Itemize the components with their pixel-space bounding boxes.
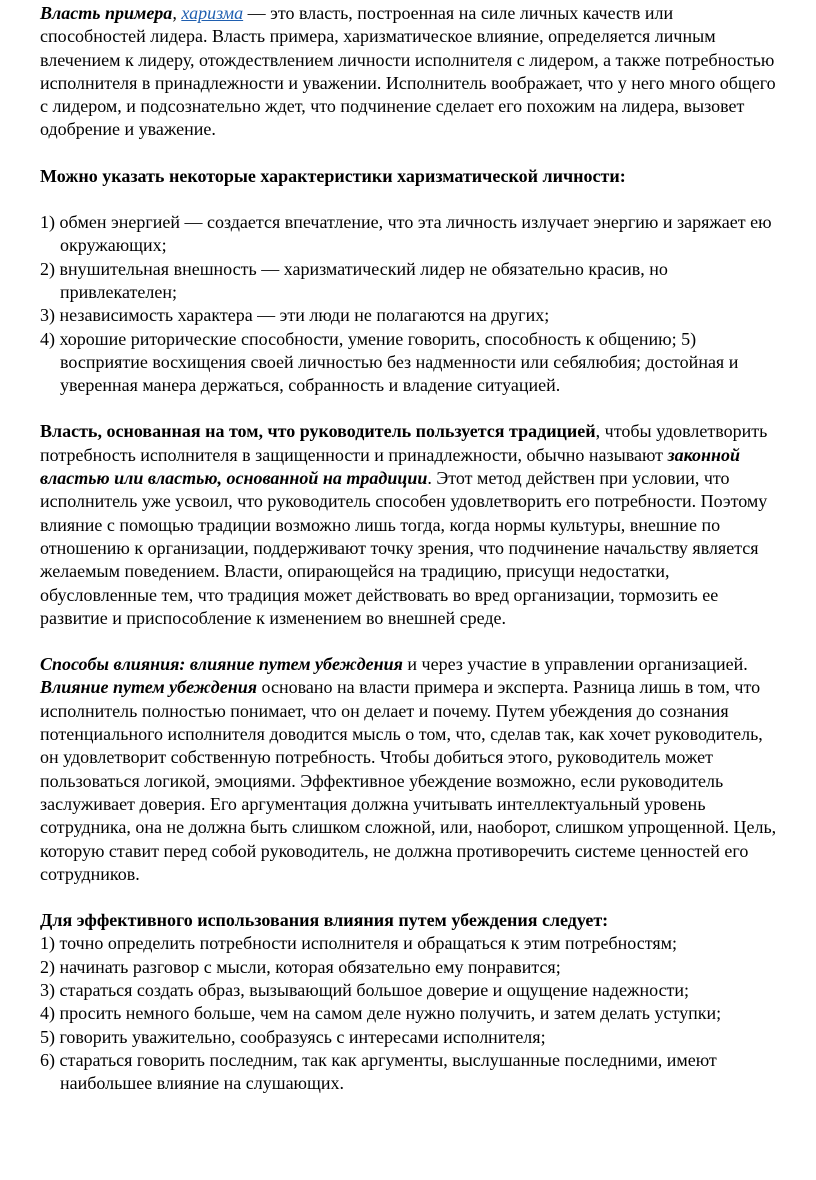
persuasion-text-2: основано на власти примера и эксперта. Разница лишь в том, что исполнитель полностью понимает, что он делает и почему. Путем убеждения до сознания потенциального исполнителя доводится мысль о том, что, сделав так, как хочет руководитель, он удовлетворит собственную потребность. Чтобы добиться этого, руководитель может пользоваться логикой, эмоциями. Эффективное убеждение возможно, если руководитель заслуживает доверия. Его аргументация должна учитывать интеллектуальный уровень сотрудника, она не должна быть слишком сложной, или, наоборот, слишком упрощенной. Цель, которую ставит перед собой руководитель, не должна противоречить системе ценностей его сотрудников. (40, 677, 777, 884)
term-persuasion: Влияние путем убеждения (40, 677, 258, 698)
document-page (40, 2, 780, 1095)
paragraph-persuasion (40, 653, 780, 886)
spacer (40, 188, 780, 211)
list-item: 3) стараться создать образ, вызывающий большое доверие и ощущение надежности; (40, 979, 690, 1000)
list-item: 4) хорошие риторические способности, умение говорить, способность к общению; 5) восприятие восхищения своей личностью без надменности или себялюбия; достойная и уверенная манера держаться, собранность и владение ситуацией. (40, 328, 739, 396)
persuasion-text-1: и через участие в управлении организацией. (402, 654, 748, 675)
paragraph-text: — это власть, построенная на силе личных качеств или способностей лидера. Власть примера, харизматическое влияние, определяется личным влечением к лидеру, отождествлением личности исполнителя с лидером, а также потребностью исполнителя в принадлежности и уважении. Исполнитель воображает, что у него много общего с лидером, и подсознательно ждет, что подчинение сделает его похожим на лидера, вызовет одобрение и уважение. (40, 3, 776, 140)
charisma-heading: Можно указать некоторые характеристики харизматической личности: (40, 165, 626, 186)
list-item: 2) внушительная внешность — харизматический лидер не обязательно красив, но привлекателен; (40, 258, 668, 302)
charisma-link[interactable]: харизма (181, 3, 244, 23)
tradition-text-2: . Этот метод действен при условии, что исполнитель уже усвоил, что руководитель способен удовлетворить его потребности. Поэтому влияние с помощью традиции возможно лишь тогда, когда нормы культуры, внешние по отношению к организации, поддерживают точку зрения, что подчинение начальству является желаемым поведением. Власти, опирающейся на традицию, присущи недостатки, обусловленные тем, что традиция может действовать во вред организации, тормозить ее развитие и приспособление к изменением во внешней среде. (40, 468, 768, 628)
spacer (40, 886, 780, 909)
spacer (40, 630, 780, 653)
term-power-of-example: Власть примера (40, 3, 173, 23)
effective-list (40, 932, 780, 1095)
comma: , (172, 3, 182, 23)
list-item: 1) точно определить потребности исполнителя и обращаться к этим потребностям; (40, 933, 678, 954)
paragraph-power-of-example (40, 2, 780, 142)
list-item: 3) независимость характера — эти люди не полагаются на других; (40, 305, 550, 326)
tradition-text-1: , чтобы удовлетворить потребность исполнителя в защищенности и принадлежности, обычно называют (40, 421, 768, 465)
list-item: 4) просить немного больше, чем на самом деле нужно получить, и затем делать уступки; (40, 1003, 722, 1024)
list-item: 2) начинать разговор с мысли, которая обязательно ему понравится; (40, 956, 561, 977)
persuasion-lead: Способы влияния: влияние путем убеждения (40, 654, 403, 675)
list-item: 5) говорить уважительно, сообразуясь с интересами исполнителя; (40, 1026, 546, 1047)
term-legitimate-power: законной властью или властью, основанной на традиции (40, 444, 741, 489)
list-item: 6) стараться говорить последним, так как аргументы, выслушанные последними, имеют наибольшее влияние на слушающих. (40, 1049, 717, 1094)
spacer (40, 397, 780, 420)
spacer (40, 142, 780, 165)
effective-heading: Для эффективного использования влияния путем убеждения следует: (40, 910, 609, 931)
paragraph-tradition (40, 420, 780, 630)
list-item: 1) обмен энергией — создается впечатление, что эта личность излучает энергию и заряжает ею окружающих; (40, 212, 772, 256)
tradition-lead: Власть, основанная на том, что руководитель пользуется традицией (40, 421, 596, 442)
charisma-list (40, 211, 780, 397)
